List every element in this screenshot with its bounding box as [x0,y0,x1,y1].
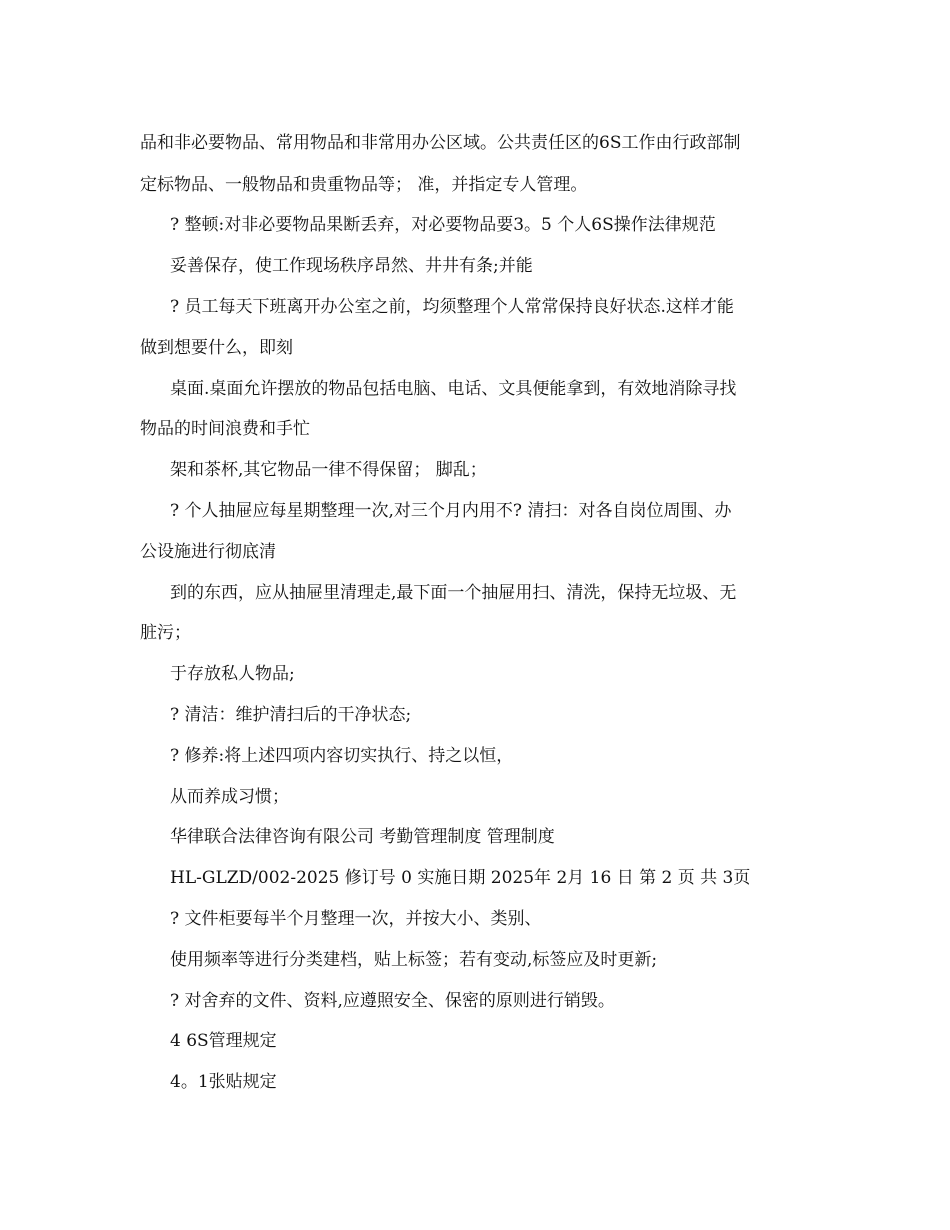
text-line-21: 使用频率等进行分类建档，贴上标签；若有变动,标签应及时更新; [170,950,658,970]
text-line-20: ? 文件柜要每半个月整理一次，并按大小、类别、 [170,909,542,929]
text-line-5: ? 员工每天下班离开办公室之前，均须整理个人常常保持良好状态.这样才能 [170,297,734,317]
text-line-2: 定标物品、一般物品和贵重物品等； 准，并指定专人管理。 [140,175,588,195]
text-line-7: 桌面.桌面允许摆放的物品包括电脑、电话、文具便能拿到，有效地消除寻找 [170,379,737,399]
text-line-6: 做到想要什么，即刻 [140,338,293,358]
text-line-23: 4 6S管理规定 [170,1031,277,1051]
text-line-15: ? 清洁：维护清扫后的干净状态; [170,705,412,725]
text-line-11: 公设施进行彻底清 [140,542,276,562]
text-line-14: 于存放私人物品; [170,664,295,684]
text-line-3: ? 整顿:对非必要物品果断丢弃，对必要物品要3。5 个人6S操作法律规范 [170,215,716,235]
text-line-24: 4。1张贴规定 [170,1072,277,1092]
text-line-12: 到的东西，应从抽屉里清理走,最下面一个抽屉用扫、清洗，保持无垃圾、无 [170,583,737,603]
text-line-4: 妥善保存，使工作现场秩序昂然、井井有条;并能 [170,256,533,276]
text-line-1: 品和非必要物品、常用物品和非常用办公区域。公共责任区的6S工作由行政部制 [140,133,741,153]
text-line-13: 脏污； [140,623,191,643]
text-line-17: 从而养成习惯； [170,787,289,807]
text-line-10: ? 个人抽屉应每星期整理一次,对三个月内用不? 清扫：对各自岗位周围、办 [170,501,732,521]
text-line-19: HL-GLZD/002-2025 修订号 0 实施日期 2025年 2月 16 日 第 2 页 共 3页 [170,868,751,888]
text-line-18: 华律联合法律咨询有限公司 考勤管理制度 管理制度 [170,827,555,847]
text-line-22: ? 对舍弃的文件、资料,应遵照安全、保密的原则进行销毁。 [170,991,615,1011]
text-line-16: ? 修养:将上述四项内容切实执行、持之以恒， [170,746,514,766]
text-line-9: 架和茶杯,其它物品一律不得保留； 脚乱； [170,460,487,480]
text-line-8: 物品的时间浪费和手忙 [140,419,310,439]
